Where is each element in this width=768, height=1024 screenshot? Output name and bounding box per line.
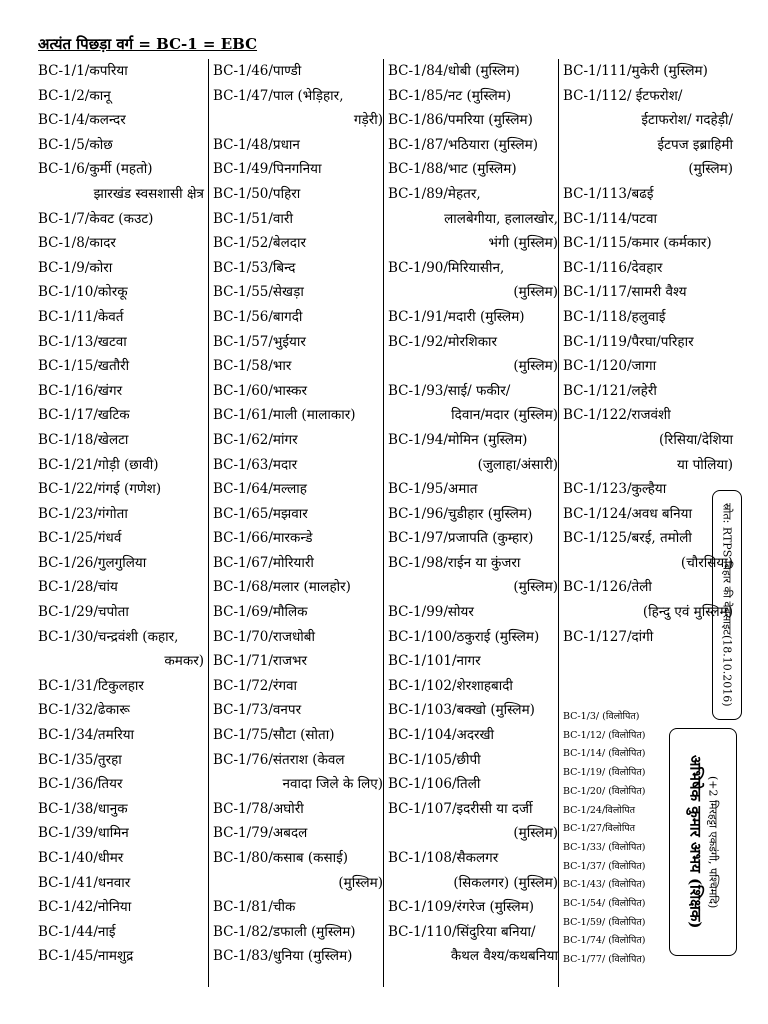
caste-entry: BC-1/16/खंगर <box>38 382 123 399</box>
entry-continuation: (मुस्लिम) <box>513 579 558 596</box>
caste-entry: BC-1/35/तुरहा <box>38 751 122 768</box>
deleted-entry: BC-1/43/ (विलोपित) <box>563 879 646 891</box>
deleted-entry: BC-1/74/ (विलोपित) <box>563 935 646 947</box>
caste-entry: BC-1/66/मारकन्डे <box>213 530 313 547</box>
caste-entry: BC-1/52/बेलदार <box>213 235 306 252</box>
caste-entry: BC-1/83/धुनिया (मुस्लिम) <box>213 948 353 965</box>
caste-entry: BC-1/108/सैकलगर <box>388 850 499 866</box>
caste-entry: BC-1/75/सौटा (सोता) <box>213 727 335 744</box>
entry-continuation: झारखंड स्वसशासी क्षेत्र <box>93 185 204 202</box>
entry-continuation: या पोलिया) <box>676 456 733 473</box>
caste-entry: BC-1/29/चपोता <box>38 604 129 621</box>
caste-entry: BC-1/45/नामशुद्र <box>38 948 134 965</box>
caste-entry: BC-1/48/प्रधान <box>213 136 300 153</box>
entry-continuation: ईटपज इब्राहिमी <box>657 136 733 153</box>
caste-entry: BC-1/69/मौलिक <box>213 604 308 621</box>
caste-entry: BC-1/78/अघोरी <box>213 800 304 817</box>
caste-entry: BC-1/119/पैरघा/परिहार <box>563 333 694 350</box>
entry-continuation: ईटाफरोश/ गदहेड़ी/ <box>641 112 733 129</box>
caste-entry: BC-1/124/अवध बनिया <box>563 505 692 522</box>
caste-entry: BC-1/120/जागा <box>563 358 657 375</box>
caste-entry: BC-1/55/सेखड़ा <box>213 284 304 301</box>
source-note-box <box>712 490 742 720</box>
caste-entry: BC-1/84/धोबी (मुस्लिम) <box>388 63 520 79</box>
caste-entry: BC-1/117/सामरी वैश्य <box>563 284 687 301</box>
caste-entry: BC-1/64/मल्लाह <box>213 481 307 498</box>
caste-entry: BC-1/41/धनवार <box>38 874 131 891</box>
deleted-entry: BC-1/12/ (विलोपित) <box>563 729 646 741</box>
caste-entry: BC-1/8/कादर <box>38 235 116 252</box>
caste-entry: BC-1/17/खटिक <box>38 407 130 424</box>
caste-entry: BC-1/2/कानू <box>38 87 111 104</box>
caste-entry: BC-1/93/साई/ फकीर/ <box>388 382 511 399</box>
caste-entry: BC-1/96/चुडीहार (मुस्लिम) <box>388 505 533 522</box>
caste-entry: BC-1/89/मेहतर, <box>388 185 481 202</box>
caste-entry: BC-1/1/कपरिया <box>38 63 128 79</box>
caste-column-3 <box>383 59 560 987</box>
entry-continuation: (जुलाहा/अंसारी) <box>477 456 558 473</box>
caste-entry: BC-1/90/मिरियासीन, <box>388 259 505 276</box>
caste-entry: BC-1/39/धामिन <box>38 825 129 842</box>
caste-entry: BC-1/123/कुल्हैया <box>563 481 667 498</box>
deleted-entry: BC-1/54/ (विलोपित) <box>563 898 646 910</box>
caste-entry: BC-1/47/पाल (भेड़िहार, <box>213 87 344 104</box>
caste-entry: BC-1/71/राजभर <box>213 653 307 670</box>
entry-continuation: (मुस्लिम) <box>338 874 383 891</box>
caste-entry: BC-1/53/बिन्द <box>213 259 296 276</box>
deleted-entry: BC-1/14/ (विलोपित) <box>563 748 646 760</box>
entry-continuation: नवादा जिले के लिए) <box>282 776 383 793</box>
caste-entry: BC-1/18/खेलटा <box>38 431 129 448</box>
entry-continuation: कमकर) <box>164 653 204 670</box>
caste-entry: BC-1/4/कलन्दर <box>38 112 126 129</box>
caste-entry: BC-1/122/राजवंशी <box>563 407 671 424</box>
caste-entry: BC-1/56/बागदी <box>213 308 303 325</box>
deleted-entry: BC-1/19/ (विलोपित) <box>563 767 646 779</box>
deleted-entry: BC-1/59/ (विलोपित) <box>563 916 646 928</box>
entry-continuation: लालबेगीया, हलालखोर, <box>444 210 558 227</box>
caste-entry: BC-1/38/धानुक <box>38 800 128 817</box>
caste-entry: BC-1/121/लहेरी <box>563 382 657 399</box>
caste-entry: BC-1/51/वारी <box>213 210 293 227</box>
deleted-entry: BC-1/20/ (विलोपित) <box>563 785 646 797</box>
caste-entry: BC-1/111/मुकेरी (मुस्लिम) <box>563 63 708 79</box>
caste-entry: BC-1/10/कोरकू <box>38 284 128 301</box>
deleted-entry: BC-1/37/ (विलोपित) <box>563 860 646 872</box>
entry-continuation: (हिन्दु एवं मुस्लिम) <box>642 604 733 621</box>
caste-entry: BC-1/126/तेली <box>563 579 652 596</box>
caste-entry: BC-1/101/नागर <box>388 653 481 670</box>
caste-entry: BC-1/86/पमरिया (मुस्लिम) <box>388 112 533 129</box>
caste-entry: BC-1/21/गोड़ी (छावी) <box>38 456 159 473</box>
caste-entry: BC-1/105/छीपी <box>388 751 481 768</box>
caste-entry: BC-1/63/मदार <box>213 456 298 473</box>
caste-entry: BC-1/60/भास्कर <box>213 382 308 399</box>
entry-continuation: (मुस्लिम) <box>688 161 733 178</box>
caste-entry: BC-1/85/नट (मुस्लिम) <box>388 87 512 104</box>
caste-entry: BC-1/81/चीक <box>213 899 296 916</box>
caste-entry: BC-1/57/भुईयार <box>213 333 306 350</box>
caste-entry: BC-1/36/तियर <box>38 776 123 793</box>
deleted-entry: BC-1/27/विलोपित <box>563 823 636 835</box>
caste-entry: BC-1/88/भाट (मुस्लिम) <box>388 161 517 178</box>
caste-entry: BC-1/76/संतराश (केवल <box>213 751 345 768</box>
caste-entry: BC-1/5/कोछ <box>38 136 113 153</box>
caste-entry: BC-1/79/अबदल <box>213 825 308 842</box>
caste-entry: BC-1/87/भठियारा (मुस्लिम) <box>388 136 538 153</box>
caste-entry: BC-1/115/कमार (कर्मकार) <box>563 235 712 252</box>
caste-entry: BC-1/110/सिंदुरिया बनिया/ <box>388 923 536 940</box>
caste-entry: BC-1/94/मोमिन (मुस्लिम) <box>388 431 528 448</box>
caste-entry: BC-1/72/रंगवा <box>213 677 298 694</box>
caste-entry: BC-1/30/चन्द्रवंशी (कहार, <box>38 628 179 645</box>
caste-entry: BC-1/6/कुर्मी (महतो) <box>38 161 153 178</box>
caste-entry: BC-1/42/नोनिया <box>38 899 132 916</box>
caste-entry: BC-1/73/वनपर <box>213 702 302 719</box>
entry-continuation: (सिकलगर) (मुस्लिम) <box>453 874 558 891</box>
author-box <box>669 728 737 956</box>
caste-entry: BC-1/9/कोरा <box>38 259 113 276</box>
caste-entry: BC-1/112/ ईटफरोश/ <box>563 87 683 104</box>
caste-entry: BC-1/91/मदारी (मुस्लिम) <box>388 308 525 325</box>
caste-entry: BC-1/92/मोरशिकार <box>388 333 498 350</box>
caste-entry: BC-1/44/नाई <box>38 923 116 940</box>
caste-entry: BC-1/13/खटवा <box>38 333 127 350</box>
caste-entry: BC-1/62/मांगर <box>213 431 298 448</box>
caste-entry: BC-1/103/बक्खो (मुस्लिम) <box>388 702 535 719</box>
entry-continuation: (चौरसिया) <box>680 554 733 571</box>
source-note-text: स्रोत: RTPS बिहार की वेबसाइट(18.10.2016) <box>720 503 734 707</box>
entry-continuation: (मुस्लिम) <box>513 358 558 375</box>
caste-entry: BC-1/26/गुलगुलिया <box>38 554 147 571</box>
caste-entry: BC-1/95/अमात <box>388 481 478 498</box>
caste-entry: BC-1/127/दांगी <box>563 628 654 645</box>
entry-continuation: कैथल वैश्य/कथबनिया <box>450 948 558 965</box>
caste-entry: BC-1/50/पहिरा <box>213 185 301 202</box>
caste-entry: BC-1/15/खतौरी <box>38 358 130 375</box>
caste-entry: BC-1/70/राजधोबी <box>213 628 315 645</box>
entry-continuation: दिवान/मदार (मुस्लिम) <box>451 407 558 424</box>
caste-entry: BC-1/109/रंगरेज (मुस्लिम) <box>388 899 535 916</box>
caste-entry: BC-1/98/राईन या कुंजरा <box>388 554 521 571</box>
caste-entry: BC-1/80/कसाब (कसाई) <box>213 850 349 866</box>
deleted-entry: BC-1/3/ (विलोपित) <box>563 711 640 722</box>
entry-continuation: (मुस्लिम) <box>513 825 558 842</box>
deleted-entries-list <box>563 708 673 970</box>
caste-entry: BC-1/49/पिनगनिया <box>213 161 322 178</box>
caste-entry: BC-1/125/बरई, तमोली <box>563 530 692 547</box>
caste-entry: BC-1/65/मझवार <box>213 505 308 522</box>
caste-column-1 <box>36 59 206 987</box>
caste-entry: BC-1/82/डफाली (मुस्लिम) <box>213 923 356 940</box>
caste-entry: BC-1/34/तमरिया <box>38 727 135 744</box>
entry-continuation: भंगी (मुस्लिम) <box>488 235 558 252</box>
caste-entry: BC-1/68/मलार (मालहोर) <box>213 579 351 596</box>
caste-column-2 <box>208 59 385 987</box>
entry-continuation: (मुस्लिम) <box>513 284 558 301</box>
author-name: अभिषेक कुमार अभय (शिक्षक) <box>686 755 705 929</box>
caste-entry: BC-1/102/शेरशाहबादी <box>388 677 513 694</box>
caste-entry: BC-1/25/गंधर्व <box>38 530 122 547</box>
entry-continuation: गड़ेरी) <box>353 112 383 129</box>
caste-entry: BC-1/97/प्रजापति (कुम्हार) <box>388 530 534 547</box>
caste-entry: BC-1/116/देवहार <box>563 259 663 276</box>
deleted-entry: BC-1/33/ (विलोपित) <box>563 841 646 853</box>
entry-continuation: (रिसिया/देशिया <box>659 431 733 448</box>
caste-entry: BC-1/31/टिकुलहार <box>38 677 144 694</box>
caste-entry: BC-1/118/हलुवाई <box>563 308 666 325</box>
caste-entry: BC-1/23/गंगोता <box>38 505 128 522</box>
caste-entry: BC-1/7/केवट (कउट) <box>38 210 154 227</box>
caste-entry: BC-1/106/तिली <box>388 776 481 793</box>
caste-entry: BC-1/113/बढई <box>563 185 654 202</box>
caste-entry: BC-1/46/पाण्डी <box>213 63 302 79</box>
caste-entry: BC-1/99/सोयर <box>388 604 474 621</box>
caste-entry: BC-1/28/चांय <box>38 579 118 596</box>
caste-entry: BC-1/61/माली (मालाकार) <box>213 407 356 424</box>
caste-entry: BC-1/32/ढेकारू <box>38 702 130 719</box>
caste-entry: BC-1/58/भार <box>213 358 292 375</box>
caste-entry: BC-1/40/धीमर <box>38 850 124 866</box>
author-role: (+2 मिरहट्टा एकडंगी, पश्चिमदि) <box>706 775 720 909</box>
caste-entry: BC-1/11/केवर्त <box>38 308 124 325</box>
caste-entry: BC-1/67/मोरियारी <box>213 554 314 571</box>
page-title: अत्यंत पिछड़ा वर्ग = BC-1 = EBC <box>38 35 258 53</box>
caste-entry: BC-1/104/अदरखी <box>388 727 495 744</box>
caste-entry: BC-1/107/इदरीसी या दर्जी <box>388 800 533 817</box>
deleted-entry: BC-1/24/विलोपित <box>563 804 636 816</box>
deleted-entry: BC-1/77/ (विलोपित) <box>563 954 646 966</box>
caste-entry: BC-1/114/पटवा <box>563 210 657 227</box>
caste-entry: BC-1/22/गंगई (गणेश) <box>38 481 162 498</box>
caste-entry: BC-1/100/ठकुराई (मुस्लिम) <box>388 628 540 645</box>
